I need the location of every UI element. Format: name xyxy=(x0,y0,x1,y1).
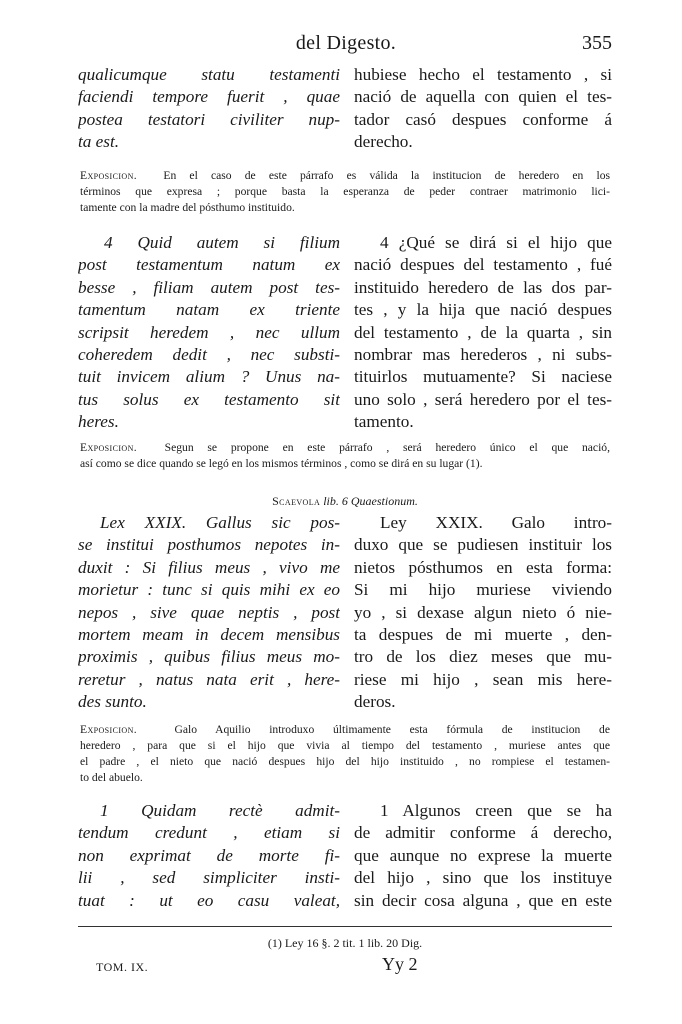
latin-line: non exprimat de morte fi- xyxy=(78,845,340,865)
spanish-line: tituirlos mutuamente? Si naciese xyxy=(354,367,612,387)
exposition-note xyxy=(80,722,610,786)
source-citation xyxy=(80,494,610,509)
exposition-line: Exposicion. Segun se propone en este párrafo , será heredero único el que nació, xyxy=(80,441,610,454)
latin-line: duxit : Si filius meus , vivo me xyxy=(78,557,340,577)
spanish-line: nombrar mas herederos , ni subs- xyxy=(354,344,612,364)
spanish-line: duxo que se pudiesen instituir los xyxy=(354,535,612,555)
running-title: del Digesto. xyxy=(295,32,397,54)
exposition-label: Exposicion. xyxy=(80,441,138,454)
exposition-line: tamente con la madre del pósthumo instituido. xyxy=(80,201,295,214)
latin-line: des sunto. xyxy=(78,692,147,712)
latin-line: tendum credunt , etiam si xyxy=(78,823,340,843)
source-reference: lib. 6 Quaestionum. xyxy=(323,494,418,508)
latin-line: tus solus ex testamento sit xyxy=(78,389,340,409)
spanish-column xyxy=(354,232,612,434)
spanish-line: Ley XXIX. Galo intro- xyxy=(380,513,612,532)
spanish-line: del hijo , sino que los instituye xyxy=(354,868,612,888)
spanish-line: uno solo , será heredero por el tes- xyxy=(354,389,612,409)
latin-line: qualicumque statu testamenti xyxy=(78,65,340,84)
latin-line: post testamentum natum ex xyxy=(78,255,340,275)
latin-line: scripsit heredem , nec ullum xyxy=(78,322,340,342)
latin-line: se institui posthumos nepotes in- xyxy=(78,535,340,555)
exposition-label: Exposicion. xyxy=(80,723,138,736)
latin-line: tuit invicem alium ? Unus na- xyxy=(78,367,340,387)
exposition-line: Exposicion. En el caso de este párrafo es válida la institucion de heredero en los xyxy=(80,169,610,182)
spanish-line: tador casó despues conforme á xyxy=(354,109,612,129)
exposition-line: términos que expresa ; porque basta la esperanza de peder contraer matrimonio lici- xyxy=(80,185,610,198)
latin-line: reretur , natus nata erit , here- xyxy=(78,669,340,689)
exposition-label: Exposicion. xyxy=(80,169,138,182)
spanish-line: deros. xyxy=(354,692,396,712)
latin-line: 4 Quid autem si filium xyxy=(104,233,340,252)
spanish-line: 1 Algunos creen que se ha xyxy=(380,801,612,820)
latin-line: lii , sed simpliciter insti- xyxy=(78,868,340,888)
spanish-line: hubiese hecho el testamento , si xyxy=(354,65,612,84)
exposition-line: heredero , para que si el hijo que vivia al tiempo del testamento , muriese antes que xyxy=(80,739,610,752)
spanish-line: yo , si dexase algun nieto ó nie- xyxy=(354,602,612,622)
spanish-line: tamento. xyxy=(354,412,414,432)
latin-line: tuat : ut eo casu valeat, xyxy=(78,890,340,910)
running-header xyxy=(80,32,612,58)
spanish-line: sin decir cosa alguna , que en este xyxy=(354,890,612,910)
footnote-rule xyxy=(78,926,612,927)
spanish-line: que aunque no exprese la muerte xyxy=(354,845,612,865)
spanish-line: instituido heredero de las dos par- xyxy=(354,277,612,297)
signature-mark: Yy 2 xyxy=(382,954,418,974)
exposition-line: el padre , el nieto que nació despues hijo del hijo instituido , no rompiese el testamen- xyxy=(80,755,610,768)
latin-column xyxy=(78,64,340,154)
spanish-column xyxy=(354,800,612,912)
volume-mark: TOM. IX. xyxy=(96,960,149,974)
spanish-line: 4 ¿Qué se dirá si el hijo que xyxy=(380,233,612,252)
latin-column xyxy=(78,512,340,714)
latin-line: ta est. xyxy=(78,132,120,152)
latin-line: coheredem dedit , nec substi- xyxy=(78,344,340,364)
spanish-column xyxy=(354,64,612,154)
latin-line: proximis , quibus filius meus mo- xyxy=(78,647,340,667)
spanish-line: nació de aquella con quien el tes- xyxy=(354,87,612,107)
latin-line: besse , filiam autem post tes- xyxy=(78,277,340,297)
exposition-note xyxy=(80,440,610,472)
exposition-note xyxy=(80,168,610,216)
spanish-line: tes , y la hija que nació despues xyxy=(354,300,612,320)
spanish-line: riese mi hijo , sean mis here- xyxy=(354,669,612,689)
spanish-line: tro de los diez meses que mu- xyxy=(354,647,612,667)
latin-line: 1 Quidam rectè admit- xyxy=(100,801,340,820)
exposition-line: así como se dice quando se legó en los mismos términos , como se dirá en su lugar (1). xyxy=(80,457,483,470)
spanish-line: de admitir conforme á derecho, xyxy=(354,823,612,843)
footnote: (1) Ley 16 §. 2 tit. 1 lib. 20 Dig. xyxy=(267,936,423,950)
spanish-line: del testamento , de la quarta , sin xyxy=(354,322,612,342)
exposition-line: to del abuelo. xyxy=(80,771,143,784)
latin-line: Lex XXIX. Gallus sic pos- xyxy=(100,513,340,532)
page-number: 355 xyxy=(582,32,612,54)
source-author: Scaevola xyxy=(272,494,321,508)
spanish-line: ta despues de mi muerte , den- xyxy=(354,624,612,644)
spanish-column xyxy=(354,512,612,714)
latin-line: mortem meam in decem mensibus xyxy=(78,624,340,644)
latin-line: faciendi tempore fuerit , quae xyxy=(78,87,340,107)
latin-line: nepos , sive quae neptis , post xyxy=(78,602,340,622)
latin-line: morietur : tunc si quis mihi ex eo xyxy=(78,580,340,600)
latin-column xyxy=(78,232,340,434)
latin-line: postea testatori civiliter nup- xyxy=(78,109,340,129)
spanish-line: Si mi hijo muriese viviendo xyxy=(354,580,612,600)
exposition-line: Exposicion. Galo Aquilio introduxo últimamente esta fórmula de institucion de xyxy=(80,723,610,736)
latin-line: tamentum natam ex triente xyxy=(78,300,340,320)
spanish-line: derecho. xyxy=(354,132,413,152)
spanish-line: nació despues del testamento , fué xyxy=(354,255,612,275)
latin-column xyxy=(78,800,340,912)
spanish-line: nietos pósthumos en esta forma: xyxy=(354,557,612,577)
latin-line: heres. xyxy=(78,412,119,432)
